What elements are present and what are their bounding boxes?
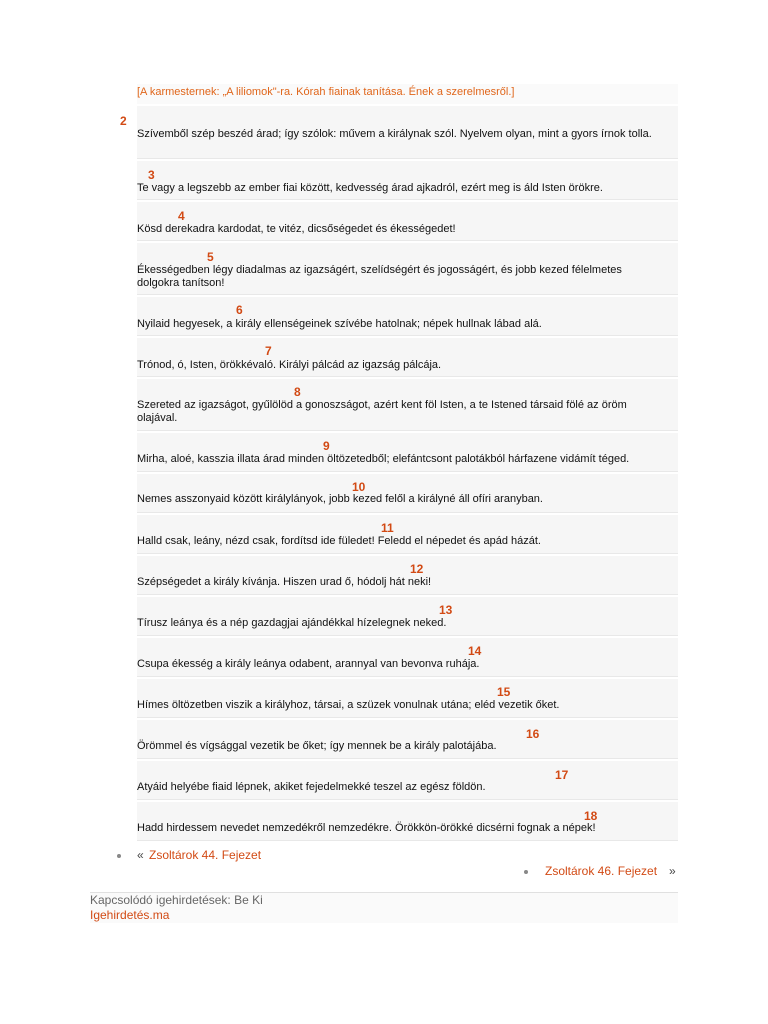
verse-row [137,554,678,595]
verse-row [137,159,678,200]
verse-number: 8 [294,385,301,399]
verse-text: Ékességedben légy diadalmas az igazságért, szelídségért és jogosságért, és jobb kezed félelmetes dolgokra tanítson! [137,264,622,289]
verse-row [137,800,678,841]
verse-text: Szereted az igazságot, gyűlölöd a gonoszságot, azért kent föl Isten, a te Istened társaid fölé az öröm olajával. [137,399,627,424]
verse-text: Halld csak, leány, nézd csak, fordítsd ide füledet! Feledd el népedet és apád házát. [137,535,541,547]
next-chapter-link[interactable]: Zsoltárok 46. Fejezet [545,864,658,878]
verse-text: Nyilaid hegyesek, a király ellenségeinek szívébe hatolnak; népek hullnak lábad alá. [137,318,542,330]
site-brand-link[interactable]: Igehirdetés.ma [90,908,170,922]
verse-number: 11 [381,521,394,535]
verse-text: Szépségedet a király kívánja. Hiszen urad ő, hódolj hát neki! [137,576,432,588]
verse-number: 12 [410,562,424,576]
verse-row [137,677,678,718]
verse-row [137,472,678,513]
verse-text: Nemes asszonyaid között királylányok, jobb kezed felől a királyné áll ofíri aranyban. [137,493,543,505]
verse-row [137,513,678,554]
bullet-icon [524,870,528,874]
verse-number: 9 [323,439,330,453]
footer [90,892,678,923]
verse-row [137,431,678,472]
verse-row [137,200,678,241]
verse-number: 5 [207,250,214,264]
verse-text: Trónod, ó, Isten, örökkévaló. Királyi pálcád az igazság pálcája. [137,359,442,371]
verse-text: Csupa ékesség a király leánya odabent, arannyal van bevonva ruhája. [137,658,480,670]
prev-guillemet: « [137,848,144,862]
bullet-icon [117,854,121,858]
next-guillemet: » [669,864,676,878]
verse-text: Tírusz leánya és a nép gazdagjai ajándékkal hízelegnek neked. [137,617,447,629]
verse-number: 7 [265,344,272,358]
verse-text: Atyáid helyébe fiaid lépnek, akiket fejedelmekké teszel az egész földön. [137,781,486,793]
verse-number: 14 [468,644,482,658]
verse-row [137,759,678,800]
verse-row [137,636,678,677]
verse-number: 18 [584,809,598,823]
verse-number: 6 [236,303,243,317]
verse-text: Hímes öltözetben viszik a királyhoz, társai, a szüzek vonulnak utána; eléd vezetik őket. [137,699,560,711]
verse-number: 4 [178,209,185,223]
verse-number: 16 [526,727,540,741]
verse-row [137,241,678,295]
psalm-intro: [A karmesternek: „A liliomok"-ra. Kórah fiainak tanítása. Ének a szerelmesről.] [137,84,678,105]
verse-text: Mirha, aloé, kasszia illata árad minden öltözetedből; elefántcsont palotákból hárfazene vidámít téged. [137,453,630,465]
verse-number: 15 [497,685,511,699]
verse-row [137,295,678,336]
verse-row [137,595,678,636]
verse-row [137,336,678,377]
verse-row [137,718,678,759]
verse-number: 17 [555,768,569,782]
verse-number: 2 [120,114,127,128]
verse-row [137,377,678,431]
verse-number: 3 [148,168,155,182]
verse-text: Örömmel és vígsággal vezetik be őket; így mennek be a király palotájába. [137,740,497,752]
verse-number: 13 [439,603,453,617]
verse-text: Te vagy a legszebb az ember fiai között, kedvesség árad ajkadról, ezért meg is áld Isten örökre. [137,182,603,194]
verse-number: 10 [352,480,366,494]
verse-text: Hadd hirdessem nevedet nemzedékről nemzedékre. Örökkön-örökké dicsérni fognak a népek! [137,822,596,834]
related-sermons-text: Kapcsolódó igehirdetések: Be Ki [90,893,263,907]
verse-text: Kösd derekadra kardodat, te vitéz, dicsőségedet és ékességedet! [137,223,456,235]
verse-text: Szívemből szép beszéd árad; így szólok: művem a királynak szól. Nyelvem olyan, mint a gyors írnok tolla. [137,128,652,140]
verse-row [120,104,678,159]
prev-chapter-link[interactable]: Zsoltárok 44. Fejezet [149,848,262,862]
